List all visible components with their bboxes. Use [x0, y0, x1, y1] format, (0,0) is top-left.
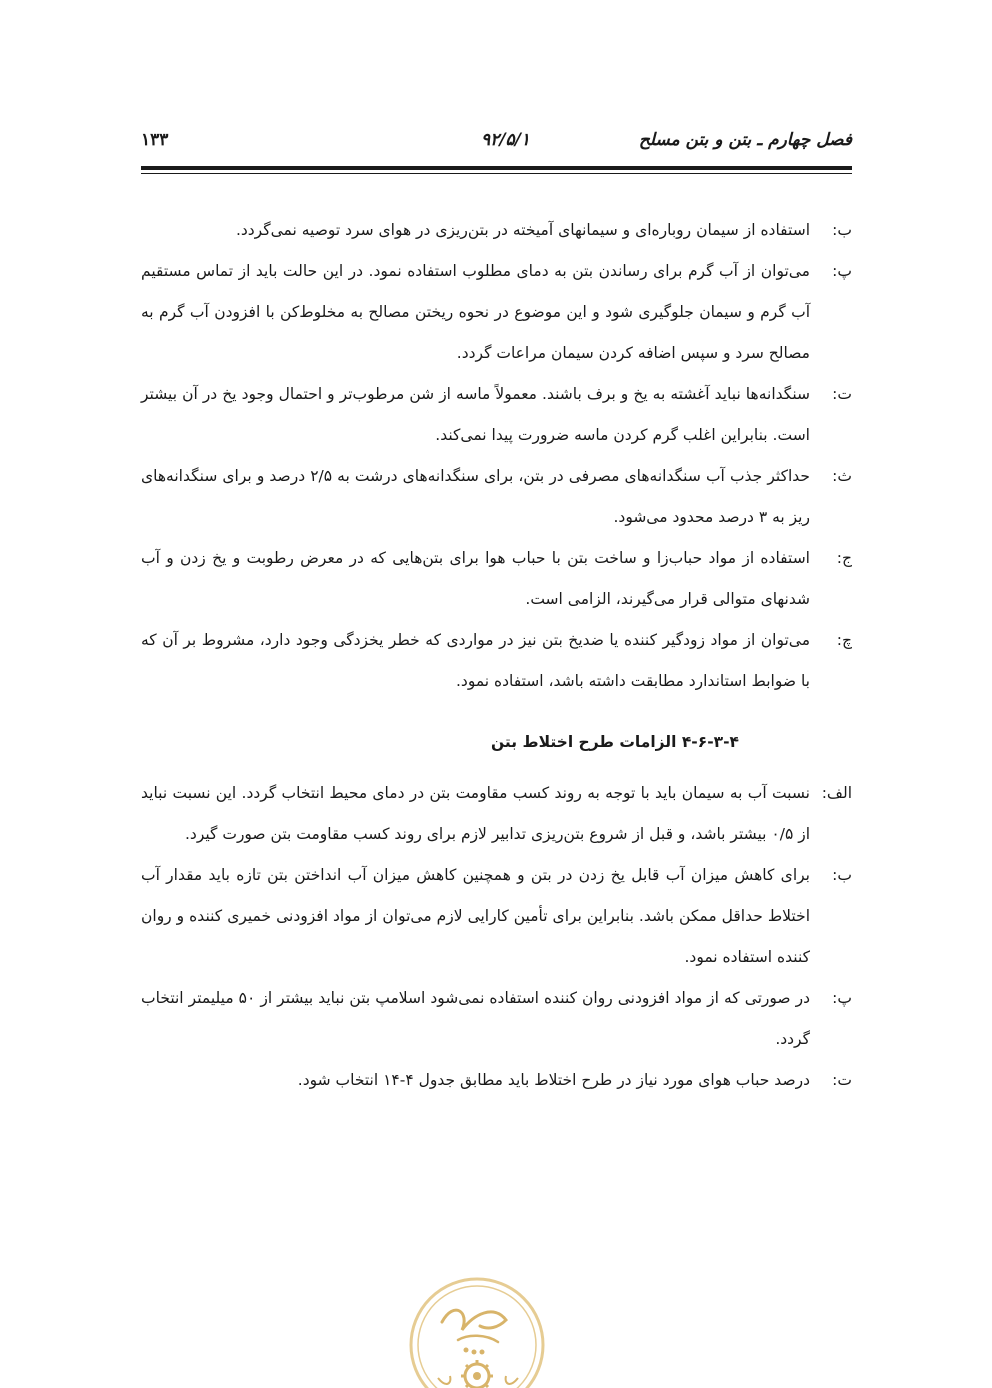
section-heading: ۴-۶-۳-۴ الزامات طرح اختلاط بتن: [490, 733, 739, 751]
item-label: ت:: [832, 1071, 852, 1089]
item-text: استفاده از مواد حباب‌زا و ساخت بتن با حباب هوا برای بتن‌هایی که در معرض رطوبت و یخ زدن و آب شدنهای متوالی قرار می‌گیرند، الزامی است.: [141, 549, 810, 608]
list-item: [141, 773, 852, 855]
item-label: الف:: [821, 784, 852, 802]
header-rule-thick: [141, 166, 852, 170]
item-text: برای کاهش میزان آب قابل یخ زدن در بتن و همچنین کاهش میزان آب انداختن بتن تازه باید مقدار آب اختلاط حداقل ممکن باشد. بنابراین برای تأمین کارایی لازم می‌توان از مواد افزودنی خمیری کننده و روان کننده استفاده نمود.: [141, 866, 810, 966]
item-label: ج:: [836, 549, 852, 567]
list-item: [141, 620, 852, 702]
item-text: درصد حباب هوای مورد نیاز در طرح اختلاط باید مطابق جدول ۴-۱۴ انتخاب شود.: [297, 1071, 810, 1089]
item-text: نسبت آب به سیمان باید با توجه به روند کسب مقاومت بتن در دمای محیط انتخاب گردد. این نسبت نباید از ۰/۵ بیشتر باشد، و قبل از شروع بتن‌ریزی تدابیر لازم برای روند کسب مقاومت بتن صورت گیرد.: [141, 784, 810, 843]
item-label: پ:: [832, 989, 852, 1007]
header-rule-thin: [141, 173, 852, 174]
list-item: [141, 978, 852, 1060]
item-text: می‌توان از مواد زودگیر کننده یا ضدیخ بتن نیز در مواردی که خطر یخزدگی وجود دارد، مشروط بر آن که با ضوابط استاندارد مطابقت داشته باشد، استفاده نمود.: [141, 631, 810, 690]
list-item: [141, 251, 852, 374]
item-text: سنگدانه‌ها نباید آغشته به یخ و برف باشند. معمولاً ماسه از شن مرطوب‌تر و احتمال وجود یخ در آن بیشتر است. بنابراین اغلب گرم کردن ماسه ضرورت پیدا نمی‌کند.: [141, 385, 810, 444]
item-label: ث:: [832, 467, 852, 485]
list-item: [141, 374, 852, 456]
item-label: ب:: [832, 866, 852, 884]
item-text: استفاده از سیمان روباره‌ای و سیمانهای آمیخته در بتن‌ریزی در هوای سرد توصیه نمی‌گردد.: [235, 221, 810, 239]
publisher-seal-watermark: [402, 1270, 552, 1388]
item-text: حداکثر جذب آب سنگدانه‌های مصرفی در بتن، برای سنگدانه‌های درشت به ۲/۵ درصد و برای سنگدانه‌های ریز به ۳ درصد محدود می‌شود.: [141, 467, 810, 526]
item-label: پ:: [832, 262, 852, 280]
list-item: [141, 456, 852, 538]
list-item: [141, 210, 852, 251]
chapter-title: فصل چهارم ـ بتن و بتن مسلح: [638, 130, 852, 150]
item-label: ب:: [832, 221, 852, 239]
list-item: [141, 538, 852, 620]
seal-icon: [402, 1270, 552, 1388]
list-item: [141, 855, 852, 978]
item-label: چ:: [836, 631, 852, 649]
page-number: ۱۳۳: [141, 130, 169, 150]
header-date: ۹۲/۵/۱: [481, 130, 530, 150]
body-text: [141, 210, 852, 1101]
page-header: [141, 130, 852, 160]
list-item: [141, 1060, 852, 1101]
item-text: در صورتی که از مواد افزودنی روان کننده استفاده نمی‌شود اسلامپ بتن نباید بیشتر از ۵۰ میلیمتر انتخاب گردد.: [141, 989, 810, 1048]
item-text: می‌توان از آب گرم برای رساندن بتن به دمای مطلوب استفاده نمود. در این حالت باید از تماس مستقیم آب گرم و سیمان جلوگیری شود و این موضوع در نحوه ریختن مصالح به مخلوط‌کن با افزودن آب گرم به مصالح سرد و سپس اضافه کردن سیمان مراعات گردد.: [141, 262, 810, 362]
item-label: ت:: [832, 385, 852, 403]
